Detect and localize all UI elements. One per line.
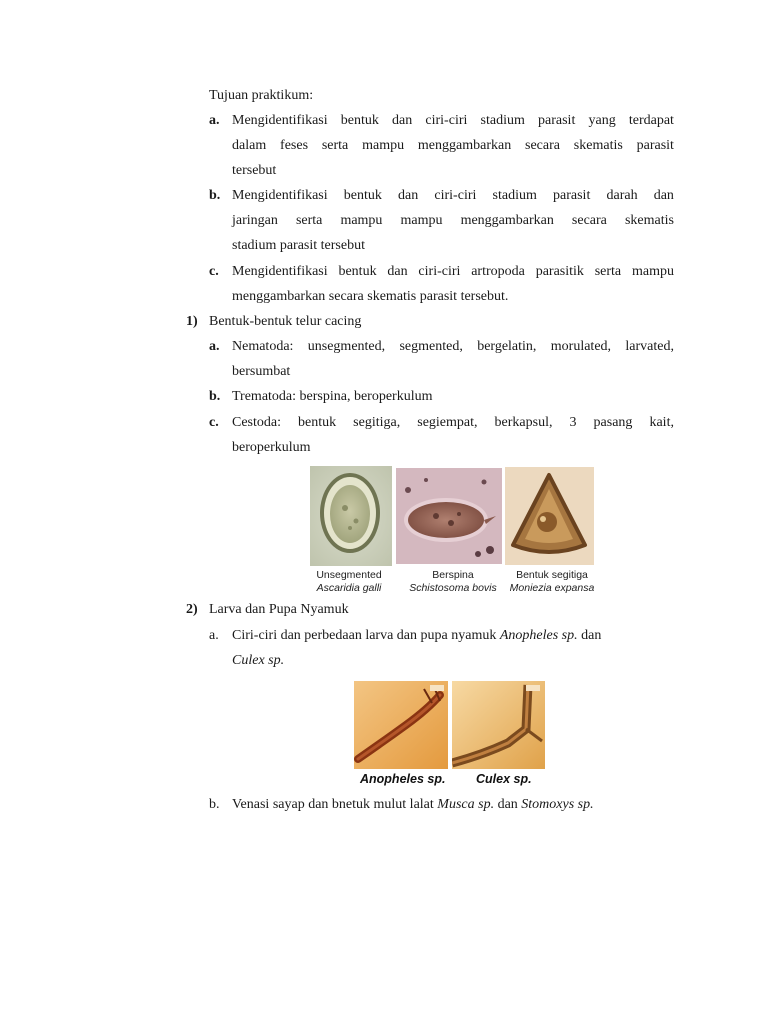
section1-item-a-line-1: Nematoda: unsegmented, segmented, bergelatin, morulated, larvated, <box>232 339 674 354</box>
larva-figure <box>352 679 547 792</box>
section1-item-b-line-1: Trematoda: berspina, beroperkulum <box>232 389 433 404</box>
egg-figure <box>308 463 598 600</box>
section1-item-c-marker: c. <box>209 415 219 430</box>
intro-item-b-line-3: stadium parasit tersebut <box>232 238 365 253</box>
section2-item-a-marker: a. <box>209 628 219 643</box>
section2-item-a-line-1: Ciri-ciri dan perbedaan larva dan pupa nyamuk Anopheles sp. dan <box>232 628 602 643</box>
section1-item-c-line-1: Cestoda: bentuk segitiga, segiempat, berkapsul, 3 pasang kait, <box>232 415 674 430</box>
section2-item-b-marker: b. <box>209 797 220 812</box>
culex-caption: Culex sp. <box>476 772 532 786</box>
intro-item-a-line-1: Mengidentifikasi bentuk dan ciri-ciri stadium parasit yang terdapat <box>232 113 674 128</box>
section2-item-a-line-2: Culex sp. <box>232 653 285 668</box>
intro-item-a-line-3: tersebut <box>232 163 277 178</box>
intro-item-c-line-1: Mengidentifikasi bentuk dan ciri-ciri artropoda parasitik serta mampu <box>232 264 674 279</box>
section2-number: 2) <box>186 602 198 617</box>
section2-title: Larva dan Pupa Nyamuk <box>209 602 349 617</box>
intro-item-a-marker: a. <box>209 113 220 128</box>
moniezia-egg-image <box>505 467 594 565</box>
egg-caption-3: Bentuk segitiga Moniezia expansa <box>509 569 595 594</box>
section1-number: 1) <box>186 314 198 329</box>
anopheles-larva-image <box>354 681 448 769</box>
ascaridia-egg-image <box>310 466 392 566</box>
intro-heading: Tujuan praktikum: <box>209 88 314 103</box>
section2-item-b-line-1: Venasi sayap dan bnetuk mulut lalat Musca sp. dan Stomoxys sp. <box>232 797 594 812</box>
anopheles-caption: Anopheles sp. <box>360 772 446 786</box>
section1-item-a-marker: a. <box>209 339 220 354</box>
intro-item-a-line-2: dalam feses serta mampu menggambarkan secara skematis parasit <box>232 138 674 153</box>
intro-item-c-line-2: menggambarkan secara skematis parasit tersebut. <box>232 289 509 304</box>
section1-item-b-marker: b. <box>209 389 221 404</box>
egg-caption-2: Berspina Schistosoma bovis <box>409 569 497 594</box>
schistosoma-egg-image <box>396 468 502 564</box>
intro-item-b-line-1: Mengidentifikasi bentuk dan ciri-ciri stadium parasit darah dan <box>232 188 674 203</box>
culex-larva-image <box>452 681 545 769</box>
intro-item-c-marker: c. <box>209 264 219 279</box>
section1-item-a-line-2: bersumbat <box>232 364 291 379</box>
egg-caption-1: Unsegmented Ascaridia galli <box>316 569 382 594</box>
section1-title: Bentuk-bentuk telur cacing <box>209 314 362 329</box>
section1-item-c-line-2: beroperkulum <box>232 440 311 455</box>
intro-item-b-marker: b. <box>209 188 221 203</box>
intro-item-b-line-2: jaringan serta mampu mampu menggambarkan secara skematis <box>232 213 674 228</box>
